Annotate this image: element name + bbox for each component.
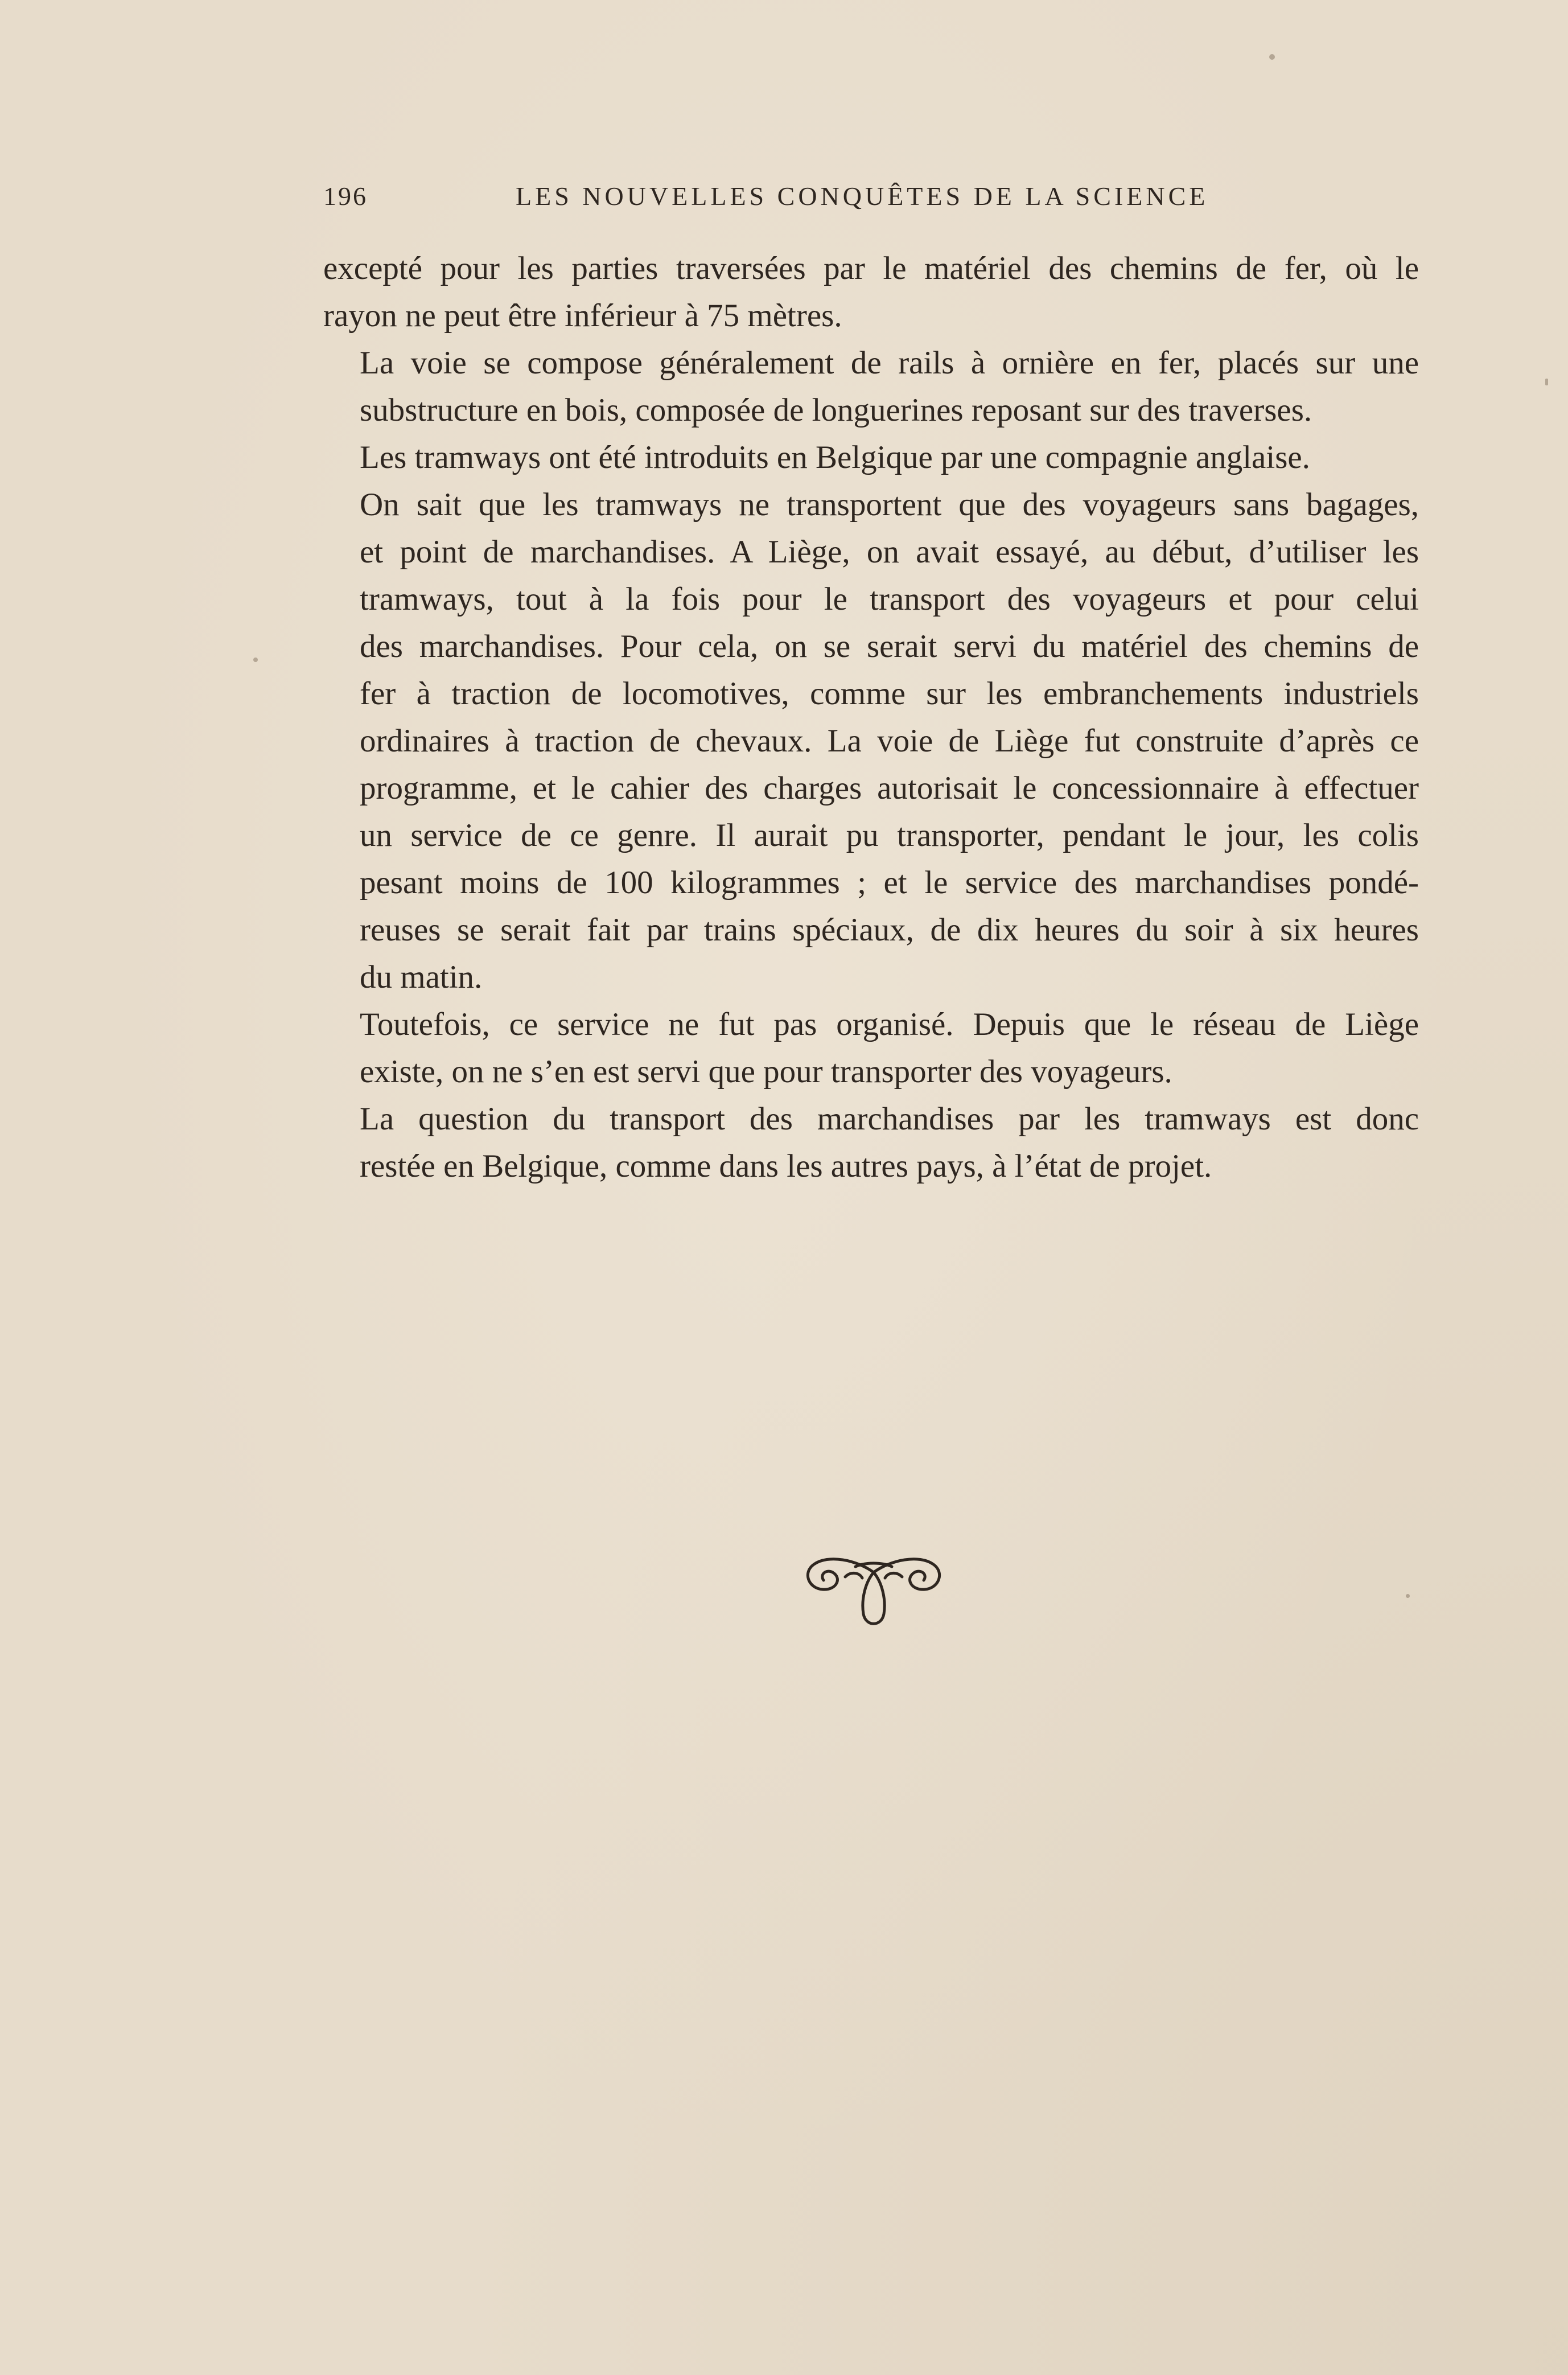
text-line: un service de ce genre. Il aurait pu transporter, pendant le jour, les colis: [360, 817, 1419, 853]
paper-speck: [253, 658, 258, 662]
text-line: fer à traction de locomotives, comme sur les embranchements industriels: [360, 676, 1419, 712]
text-line: Toutefois, ce service ne fut pas organisé. Depuis que le réseau de Liège: [360, 1006, 1419, 1042]
paper-speck: [1406, 1594, 1410, 1598]
text-line: et point de marchandises. A Liège, on avait essayé, au début, d’utiliser les: [360, 534, 1419, 570]
paragraph: [323, 434, 1419, 481]
text-line: du matin.: [360, 959, 483, 995]
paragraph: [323, 245, 1419, 339]
text-line: reuses se serait fait par trains spéciaux, de dix heures du soir à six heures: [360, 912, 1419, 948]
paper-speck: [1545, 379, 1548, 385]
text-line: des marchandises. Pour cela, on se serait servi du matériel des chemins de: [360, 628, 1419, 664]
text-line: La voie se compose généralement de rails à ornière en fer, placés sur une: [360, 345, 1419, 381]
tailpiece-flourish-icon: [788, 1537, 959, 1640]
paragraph: [323, 339, 1419, 434]
text-line: La question du transport des marchandises par les tramways est donc: [360, 1101, 1419, 1137]
text-line: On sait que les tramways ne transportent que des voyageurs sans bagages,: [360, 487, 1419, 523]
text-line: substructure en bois, composée de longuerines reposant sur des traverses.: [360, 392, 1312, 428]
page-number: 196: [323, 182, 368, 211]
text-line: rayon ne peut être inférieur à 75 mètres.: [323, 298, 842, 334]
running-head-title: LES NOUVELLES CONQUÊTES DE LA SCIENCE: [516, 182, 1209, 211]
paragraph: [323, 481, 1419, 1001]
text-line: tramways, tout à la fois pour le transport des voyageurs et pour celui: [360, 581, 1419, 617]
text-line: programme, et le cahier des charges autorisait le concessionnaire à effectuer: [360, 770, 1419, 806]
text-line: existe, on ne s’en est servi que pour transporter des voyageurs.: [360, 1054, 1172, 1090]
text-line: ordinaires à traction de chevaux. La voie de Liège fut construite d’après ce: [360, 723, 1419, 759]
paragraph: [323, 1095, 1419, 1190]
text-line: Les tramways ont été introduits en Belgique par une compagnie anglaise.: [360, 439, 1310, 475]
text-line: restée en Belgique, comme dans les autres pays, à l’état de projet.: [360, 1148, 1212, 1184]
paragraph: [323, 1001, 1419, 1095]
body-text: [323, 245, 1419, 1190]
running-head: [323, 181, 1419, 227]
paper-speck: [1269, 54, 1275, 60]
text-line: excepté pour les parties traversées par le matériel des chemins de fer, où le: [323, 250, 1419, 286]
text-line: pesant moins de 100 kilogrammes ; et le service des marchandises pondé-: [360, 865, 1419, 901]
